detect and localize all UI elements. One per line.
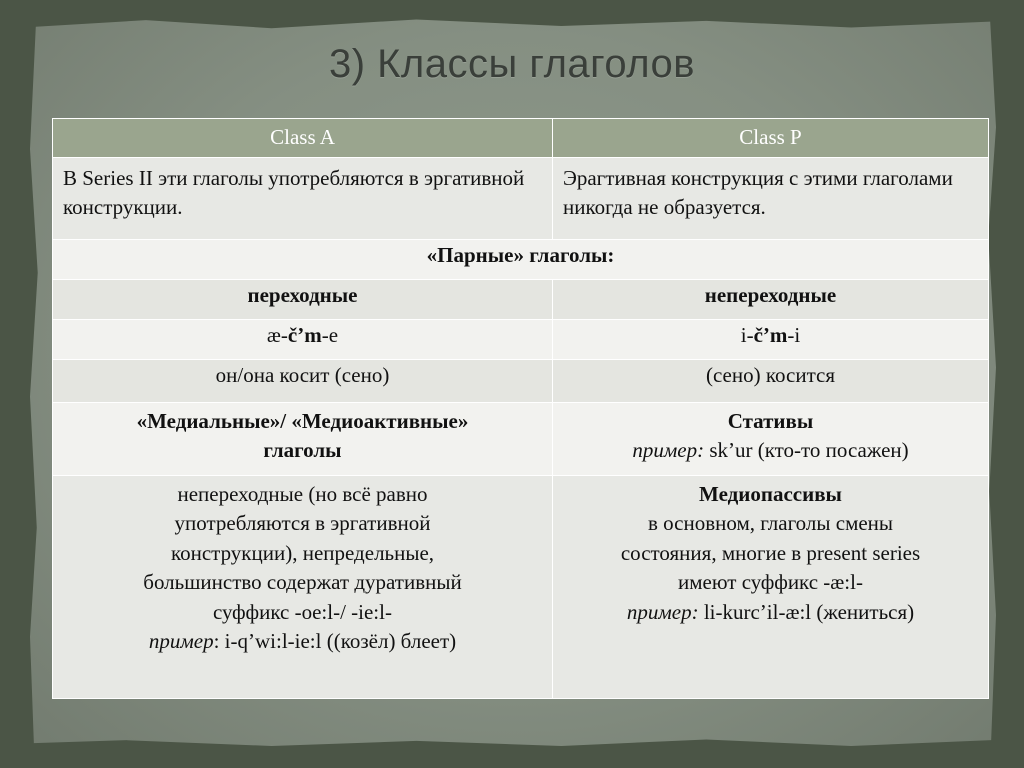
paired-verbs-heading: «Парные» глаголы:: [53, 240, 989, 280]
transitive-label: переходные: [53, 280, 553, 320]
example-text: li-kurc’il-æ:l (жениться): [698, 599, 915, 624]
form-root: č’m: [287, 323, 322, 347]
class-p-form: [553, 320, 989, 360]
statives-heading: Стативы: [727, 409, 814, 433]
example-label: пример:: [626, 599, 699, 624]
intransitive-label: непереходные: [553, 280, 989, 320]
form-root: č’m: [753, 323, 788, 347]
slide-title: 3) Классы глаголов: [328, 42, 696, 86]
class-a-description: В Series II эти глаголы употребляются в эргативной конструкции.: [53, 158, 553, 240]
table-row: [53, 240, 989, 280]
form-prefix: i-: [740, 323, 754, 347]
medial-desc-line: непереходные (но всё равно: [177, 482, 428, 506]
header-class-p: Class P: [553, 119, 989, 158]
class-a-form: [53, 320, 553, 360]
medial-desc-line: употребляются в эргативной: [174, 511, 431, 536]
medial-desc-line: большинство содержат дуративный: [143, 570, 462, 595]
medial-example: [67, 627, 538, 656]
example-label: пример:: [632, 438, 705, 463]
medial-desc-line: суффикс -oe:l-/ -ie:l-: [213, 599, 392, 624]
table-row: [53, 320, 989, 360]
verb-classes-table: [52, 118, 989, 699]
table-header-row: [53, 119, 989, 158]
table-row: [53, 360, 989, 403]
table-row: [53, 158, 989, 240]
class-p-meaning: (сено) косится: [553, 360, 989, 403]
medial-desc-line: конструкции), непредельные,: [170, 540, 435, 565]
mediopassive-cell: [553, 476, 989, 699]
mediopassive-line: имеют суффикс -æ:l-: [678, 570, 863, 595]
mediopassive-line: состояния, многие в present series: [620, 540, 921, 565]
statives-example: [554, 436, 987, 465]
statives-cell: [553, 403, 989, 476]
medial-heading-line2: глаголы: [263, 438, 342, 463]
mediopassive-heading: Медиопассивы: [699, 482, 842, 506]
medial-verbs-cell: [53, 403, 553, 476]
example-label: пример: [148, 628, 214, 653]
header-class-a: Class A: [53, 119, 553, 158]
table-row: [53, 476, 989, 699]
medial-description-cell: [53, 476, 553, 699]
medial-heading-line1: «Медиальные»/ «Медиоактивные»: [136, 409, 469, 433]
example-text: sk’ur (кто-то посажен): [704, 438, 909, 463]
table-row: [53, 403, 989, 476]
form-suffix: -e: [321, 323, 339, 347]
mediopassive-example: [567, 598, 974, 627]
class-a-meaning: он/она косит (сено): [53, 360, 553, 403]
mediopassive-line: в основном, глаголы смены: [647, 511, 894, 536]
table-row: [53, 280, 989, 320]
example-text: : i-q’wi:l-ie:l ((козёл) блеет): [213, 628, 457, 653]
form-prefix: æ-: [266, 323, 288, 347]
class-p-description: Эрагтивная конструкция с этими глаголами никогда не образуется.: [553, 158, 989, 240]
form-suffix: -i: [787, 323, 801, 347]
